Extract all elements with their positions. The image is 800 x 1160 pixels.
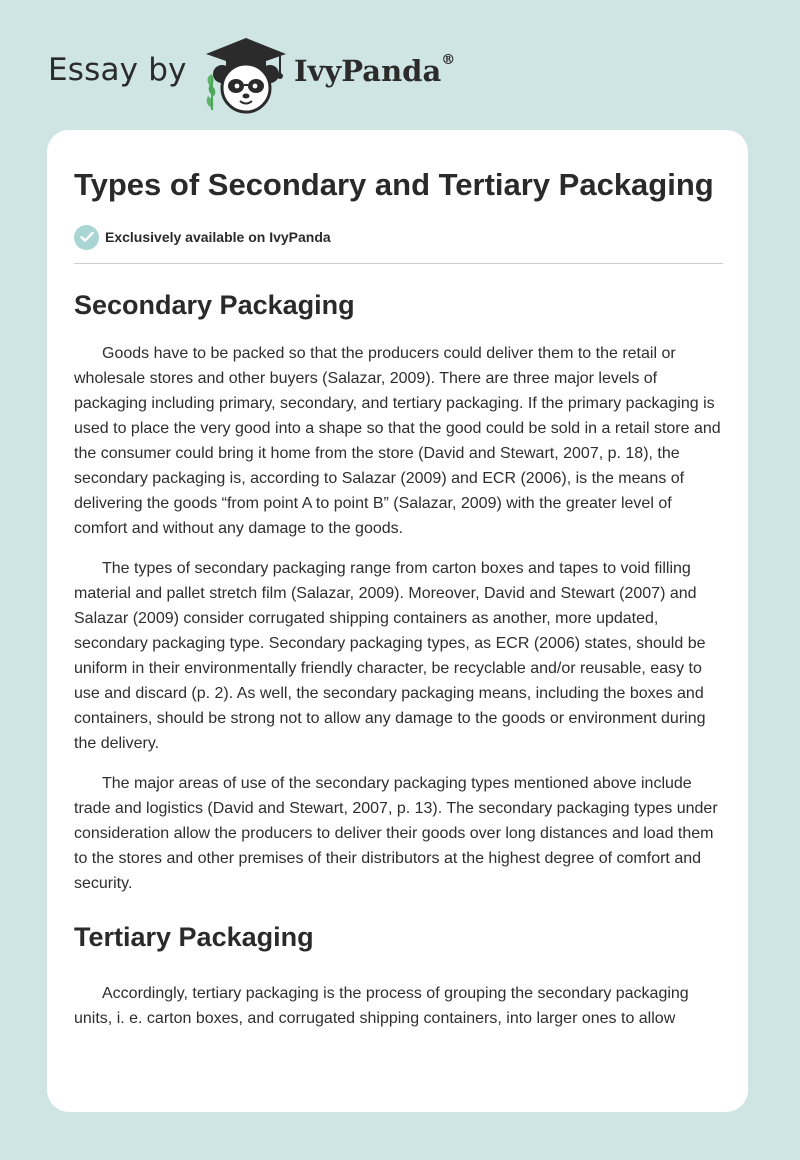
exclusive-badge [74,223,724,251]
panda-logo-icon[interactable] [200,34,292,114]
registered-mark: ® [441,52,456,68]
exclusive-badge-text: Exclusively available on IvyPanda [105,229,331,245]
article-card [47,130,748,1112]
paragraph: The major areas of use of the secondary packaging types mentioned above include trade and logistics (David and Stewart, 2007, p. 13). The secondary packaging types under consideration allow the producers to deliver their goods over long distances and load them to the stores and other premises of their distributors at the highest degree of comfort and security. [74,775,718,892]
divider [74,263,723,264]
section-heading: Secondary Packaging [74,290,355,320]
section-heading: Tertiary Packaging [74,922,314,952]
paragraph: Goods have to be packed so that the producers could deliver them to the retail or wholesale stores and other buyers (Salazar, 2009). There are three major levels of packaging including primary, secondary, and tertiary packaging. If the primary packaging is used to place the very good into a shape so that the good could be sold in a retail store and the consumer could bring it home from the store (David and Stewart, 2007, p. 18), the secondary packaging is, according to Salazar (2009) and ECR (2006), is the means of delivering the goods “from point A to point B” (Salazar, 2009) with the greater level of comfort and without any damage to the goods. [74,345,721,537]
essay-by-label: Essay by [48,52,187,88]
check-icon [74,225,99,250]
paragraph: Accordingly, tertiary packaging is the process of grouping the secondary packaging units, i. e. carton boxes, and corrugated shipping containers, into larger ones to allow [74,985,689,1027]
paragraph: The types of secondary packaging range from carton boxes and tapes to void filling material and pallet stretch film (Salazar, 2009). Moreover, David and Stewart (2007) and Salazar (2009) consider corrugated shipping containers as another, more updated, secondary packaging type. Secondary packaging types, as ECR (2006) states, should be uniform in their environmentally friendly character, be recyclable and/or reusable, easy to use and discard (p. 2). As well, the secondary packaging means, including the boxes and containers, should be strong not to allow any damage to the goods or environment during the delivery. [74,560,706,752]
article-title: Types of Secondary and Tertiary Packaging [74,167,714,202]
article-content [74,164,724,1031]
site-header [48,34,748,114]
brand-name[interactable] [294,54,455,88]
brand-text: IvyPanda [294,54,442,88]
